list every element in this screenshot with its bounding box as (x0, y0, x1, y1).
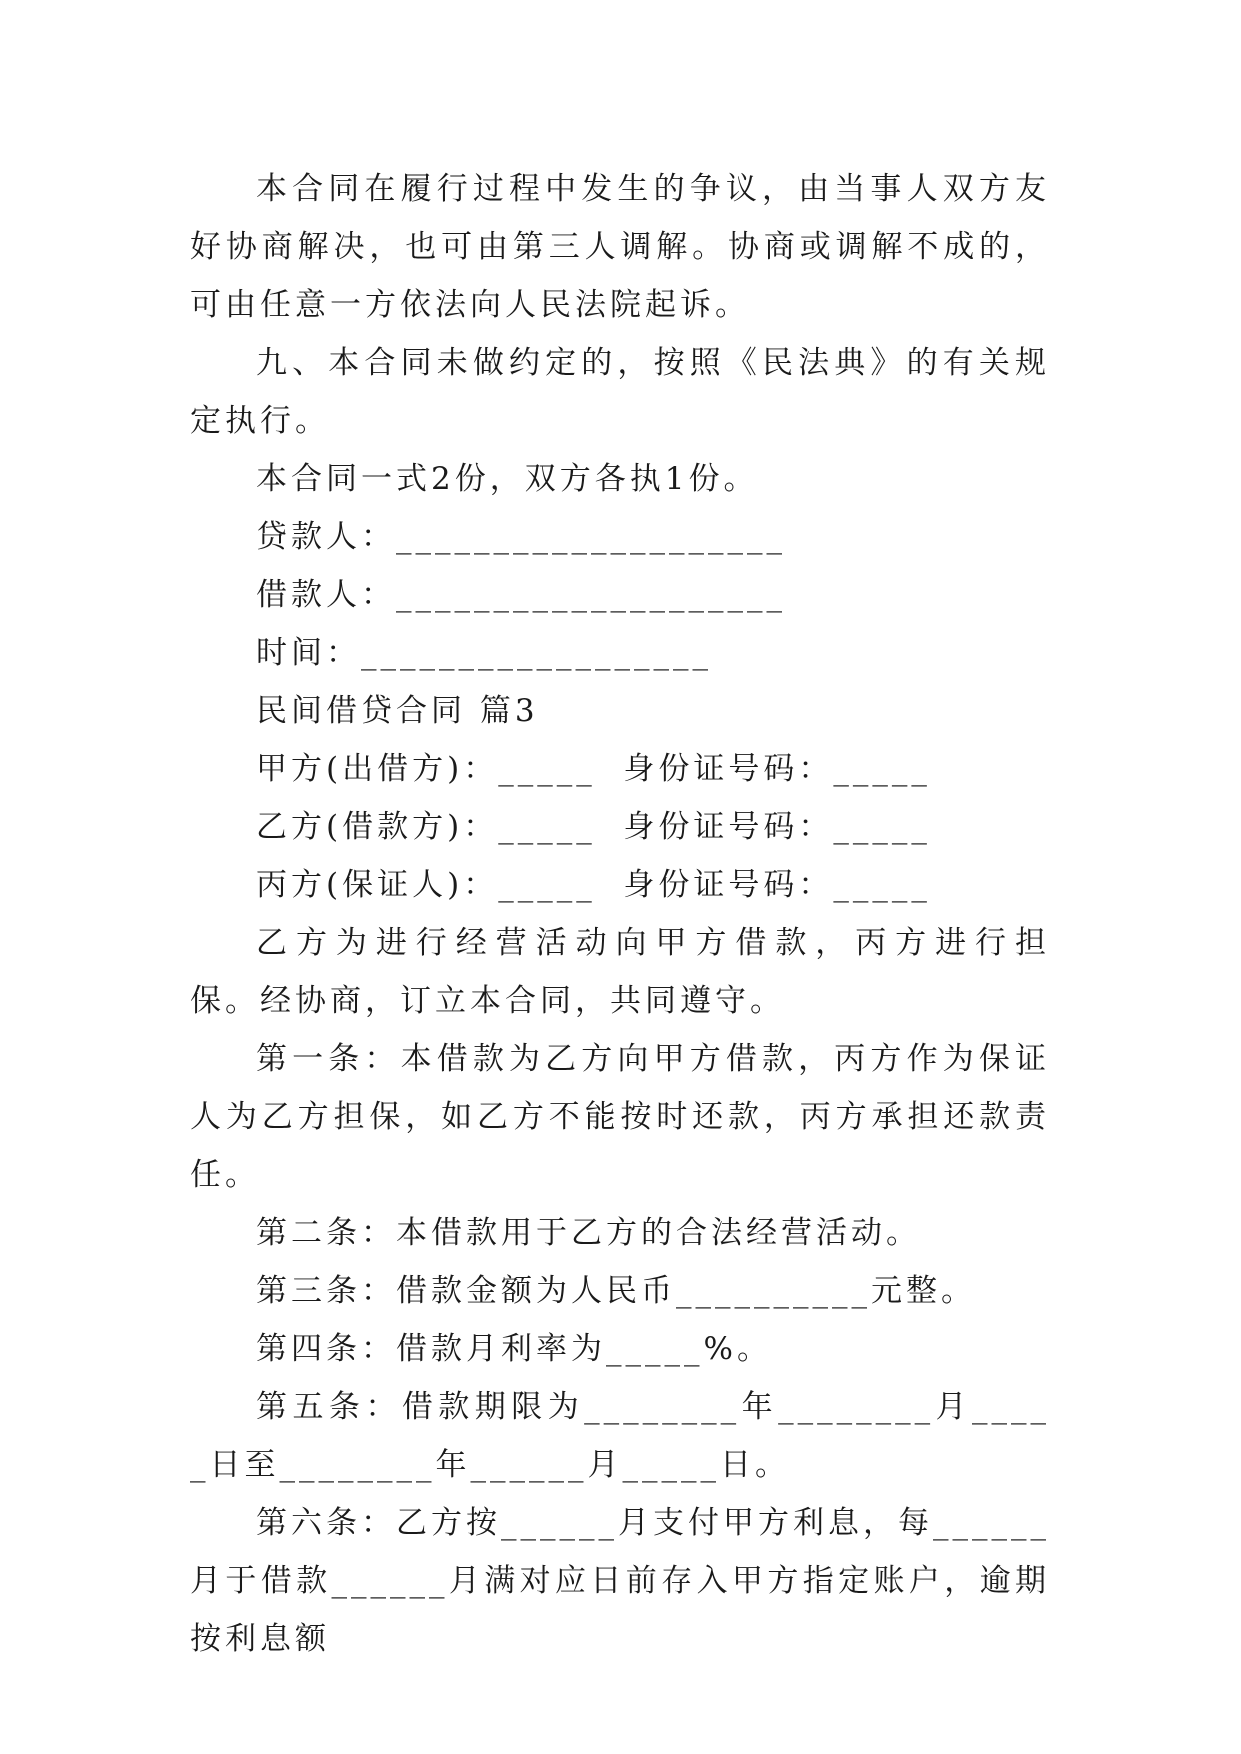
section-heading: 民间借贷合同 篇3 (256, 693, 539, 729)
party-b-line: 乙方(借款方)：_____ 身份证号码：_____ (256, 809, 931, 845)
party-c-line: 丙方(保证人)：_____ 身份证号码：_____ (256, 867, 931, 903)
purpose-paragraph: 乙方为进行经营活动向甲方借款，丙方进行担 保。经协商，订立本合同，共同遵守。 (190, 925, 1085, 1019)
copies-paragraph: 本合同一式2份，双方各执1份。 (256, 461, 759, 497)
borrower-signature-line: 借款人：____________________ (256, 577, 786, 613)
date-line: 时间：__________________ (256, 635, 712, 671)
article-one-paragraph: 第一条：本借款为乙方向甲方借款，丙方作为保证人为乙方担保，如乙方不能按时还款，丙方承担还款责任。 (190, 1041, 1050, 1193)
document-body (190, 160, 1085, 1668)
party-a-line: 甲方(出借方)：_____ 身份证号码：_____ (256, 751, 931, 787)
article-five-paragraph: 第五条：借款期限为________年________月_____日至________年______月_____日。 (190, 1389, 1050, 1483)
lender-signature-line: 贷款人：____________________ (256, 519, 786, 555)
article-three-paragraph: 第三条：借款金额为人民币__________元整。 (256, 1273, 976, 1309)
article-four-paragraph: 第四条：借款月利率为_____%。 (256, 1331, 772, 1367)
article-six-paragraph: 第六条：乙方按______月支付甲方利息，每______月于借款______月满对应日前存入甲方指定账户，逾期按利息额 (190, 1505, 1050, 1657)
clause-nine-paragraph: 九、本合同未做约定的，按照《民法典》的有关规定执行。 (190, 345, 1050, 439)
dispute-resolution-paragraph: 本合同在履行过程中发生的争议，由当事人双方友好协商解决，也可由第三人调解。协商或调解不成的，可由任意一方依法向人民法院起诉。 (190, 171, 1050, 323)
article-two-paragraph: 第二条：本借款用于乙方的合法经营活动。 (256, 1215, 921, 1251)
